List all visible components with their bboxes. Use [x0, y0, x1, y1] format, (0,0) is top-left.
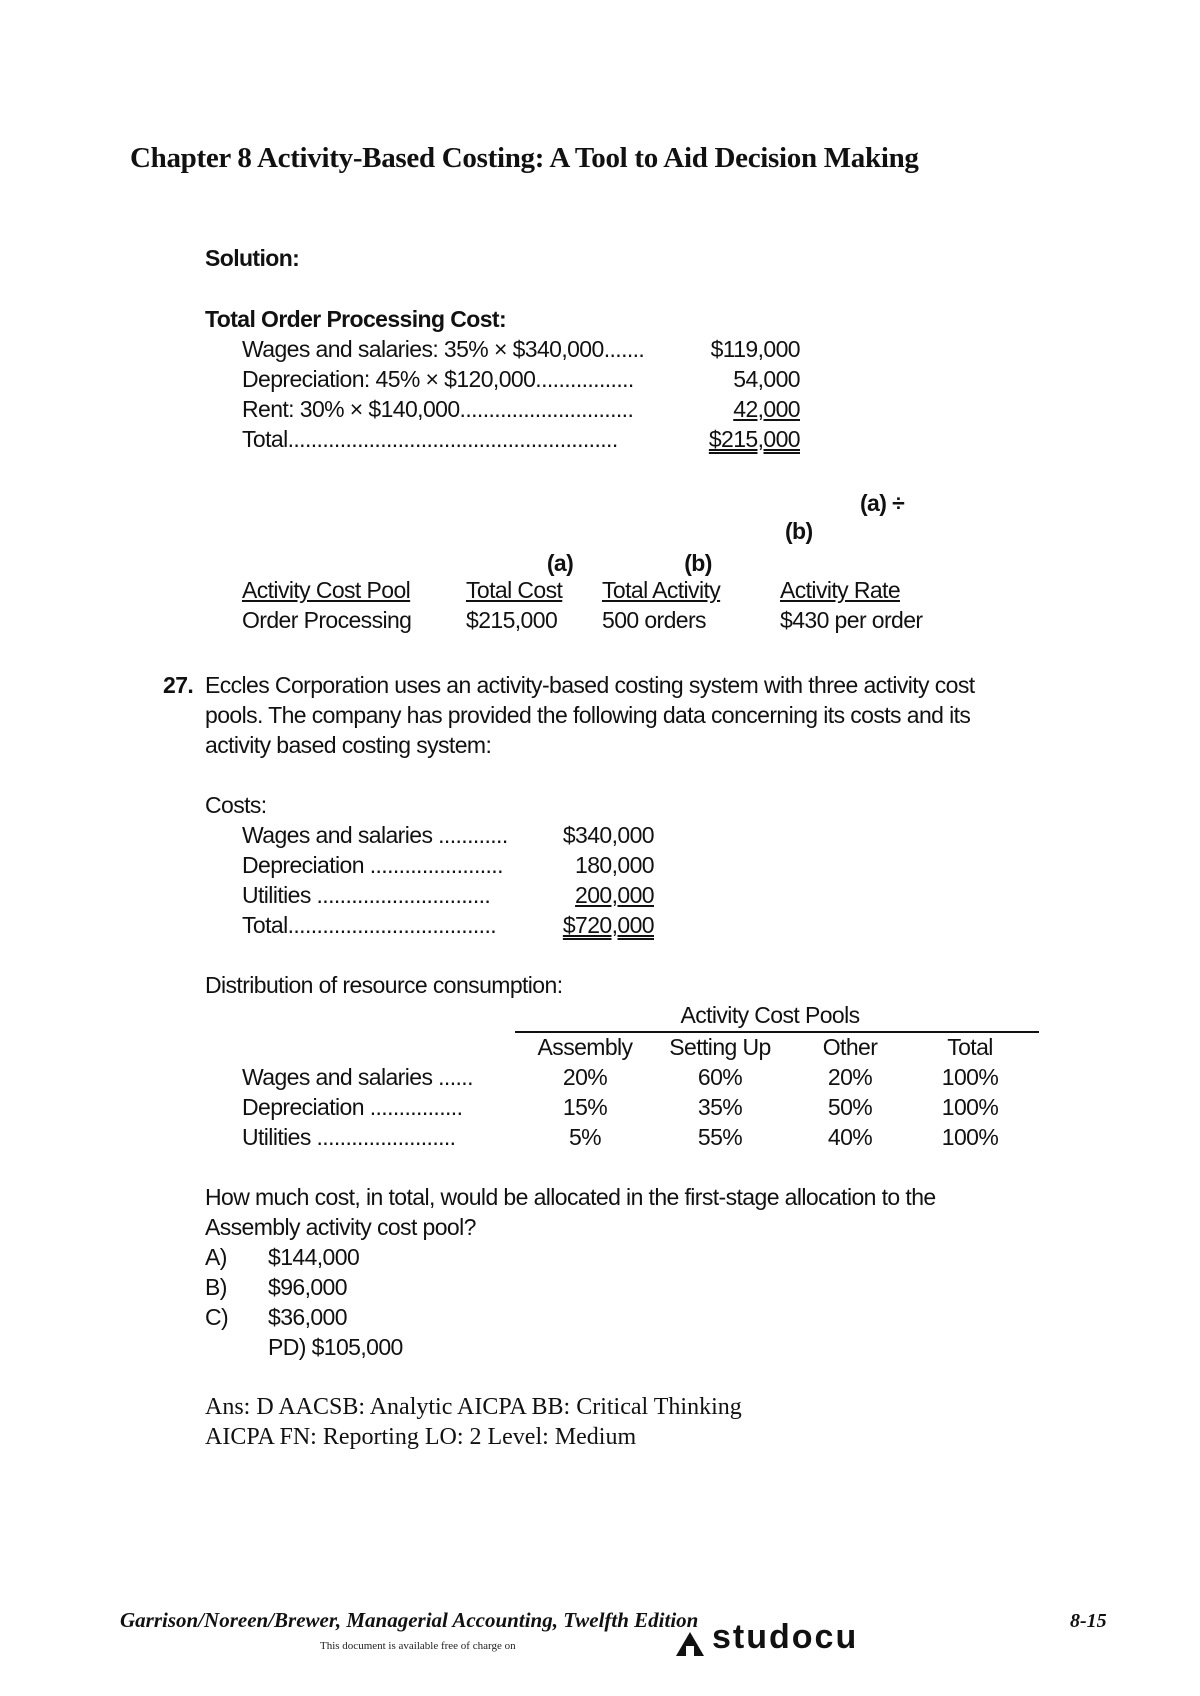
activity-cost-pools-header: Activity Cost Pools	[680, 1002, 860, 1028]
option-letter: C)	[205, 1304, 229, 1330]
col-a-mark: (a)	[546, 550, 574, 576]
solution-total-label: Total.........................................................	[242, 426, 618, 452]
page-title: Chapter 8 Activity-Based Costing: A Tool to Aid Decision Making	[130, 142, 919, 174]
rate-row-activity-rate: $430 per order	[780, 607, 923, 633]
order-processing-cost-heading: Total Order Processing Cost:	[205, 306, 507, 332]
dist-cell: 100%	[941, 1064, 999, 1090]
dist-row-label: Utilities ........................	[242, 1124, 456, 1150]
dist-col-total: Total	[947, 1034, 993, 1060]
group-header-rule	[515, 1031, 1039, 1033]
question-text-line: pools. The company has provided the following data concerning its costs and its	[205, 702, 971, 728]
cost-line-label: Utilities ..............................	[242, 882, 491, 908]
option-text: $144,000	[268, 1244, 360, 1270]
rate-header-total-cost: Total Cost	[466, 577, 563, 603]
dist-cell: 15%	[562, 1094, 608, 1120]
dist-row-label: Wages and salaries ......	[242, 1064, 473, 1090]
solution-line-amount: 54,000	[733, 366, 800, 392]
solution-line-amount: 42,000	[733, 396, 800, 422]
option-text: $96,000	[268, 1274, 347, 1300]
solution-line-amount: $119,000	[710, 336, 800, 362]
rate-row-total-activity: 500 orders	[602, 607, 706, 633]
question-text-line: activity based costing system:	[205, 732, 492, 758]
question-text-line: Eccles Corporation uses an activity-based costing system with three activity cost	[205, 672, 975, 698]
col-b-mark: (b)	[684, 550, 712, 576]
distribution-label: Distribution of resource consumption:	[205, 972, 563, 998]
question-number: 27.	[163, 672, 194, 698]
option-text: $36,000	[268, 1304, 347, 1330]
dist-cell: 60%	[697, 1064, 743, 1090]
cost-total-amount: $720,000	[562, 912, 654, 938]
solution-total-amount: $215,000	[708, 426, 800, 452]
solution-line-label: Depreciation: 45% × $120,000.................	[242, 366, 634, 392]
footer-citation: Garrison/Noreen/Brewer, Managerial Accounting, Twelfth Edition	[120, 1608, 699, 1632]
cost-total-label: Total....................................	[242, 912, 497, 938]
cost-line-amount: 200,000	[575, 882, 654, 908]
answer-meta-line: Ans: D AACSB: Analytic AICPA BB: Critical Thinking	[205, 1394, 742, 1420]
studocu-logo-icon	[672, 1626, 708, 1662]
option-letter: A)	[205, 1244, 227, 1270]
dist-cell: 20%	[827, 1064, 873, 1090]
cost-line-label: Wages and salaries ............	[242, 822, 508, 848]
dist-row-label: Depreciation ................	[242, 1094, 463, 1120]
costs-label: Costs:	[205, 792, 267, 818]
solution-line-label: Rent: 30% × $140,000..............................	[242, 396, 634, 422]
rate-formula-b: (b)	[785, 518, 813, 544]
dist-cell: 35%	[697, 1094, 743, 1120]
rate-row-total-cost: $215,000	[466, 607, 558, 633]
option-text: PD) $105,000	[268, 1334, 403, 1360]
dist-col-assembly: Assembly	[537, 1034, 633, 1060]
dist-cell: 100%	[941, 1094, 999, 1120]
footer-note: This document is available free of charge on	[320, 1640, 516, 1652]
dist-cell: 50%	[827, 1094, 873, 1120]
page-number: 8-15	[1070, 1610, 1107, 1632]
dist-cell: 5%	[568, 1124, 602, 1150]
dist-col-other: Other	[822, 1034, 878, 1060]
dist-col-setting-up: Setting Up	[669, 1034, 771, 1060]
cost-line-amount: 180,000	[575, 852, 654, 878]
answer-meta-line: AICPA FN: Reporting LO: 2 Level: Medium	[205, 1424, 637, 1450]
studocu-brand: studocu	[712, 1618, 859, 1656]
prompt-line: Assembly activity cost pool?	[205, 1214, 476, 1240]
rate-header-activity-rate: Activity Rate	[780, 577, 901, 603]
rate-header-total-activity: Total Activity	[602, 577, 721, 603]
dist-cell: 20%	[562, 1064, 608, 1090]
rate-formula-note: (a) ÷	[860, 490, 905, 516]
cost-line-label: Depreciation .......................	[242, 852, 503, 878]
cost-line-amount: $340,000	[562, 822, 654, 848]
prompt-line: How much cost, in total, would be allocated in the first-stage allocation to the	[205, 1184, 936, 1210]
dist-cell: 40%	[827, 1124, 873, 1150]
option-letter: B)	[205, 1274, 227, 1300]
solution-line-label: Wages and salaries: 35% × $340,000.......	[242, 336, 645, 362]
rate-row-pool: Order Processing	[242, 607, 412, 633]
dist-cell: 100%	[941, 1124, 999, 1150]
solution-label: Solution:	[205, 245, 300, 271]
dist-cell: 55%	[697, 1124, 743, 1150]
rate-header-pool: Activity Cost Pool	[242, 577, 411, 603]
